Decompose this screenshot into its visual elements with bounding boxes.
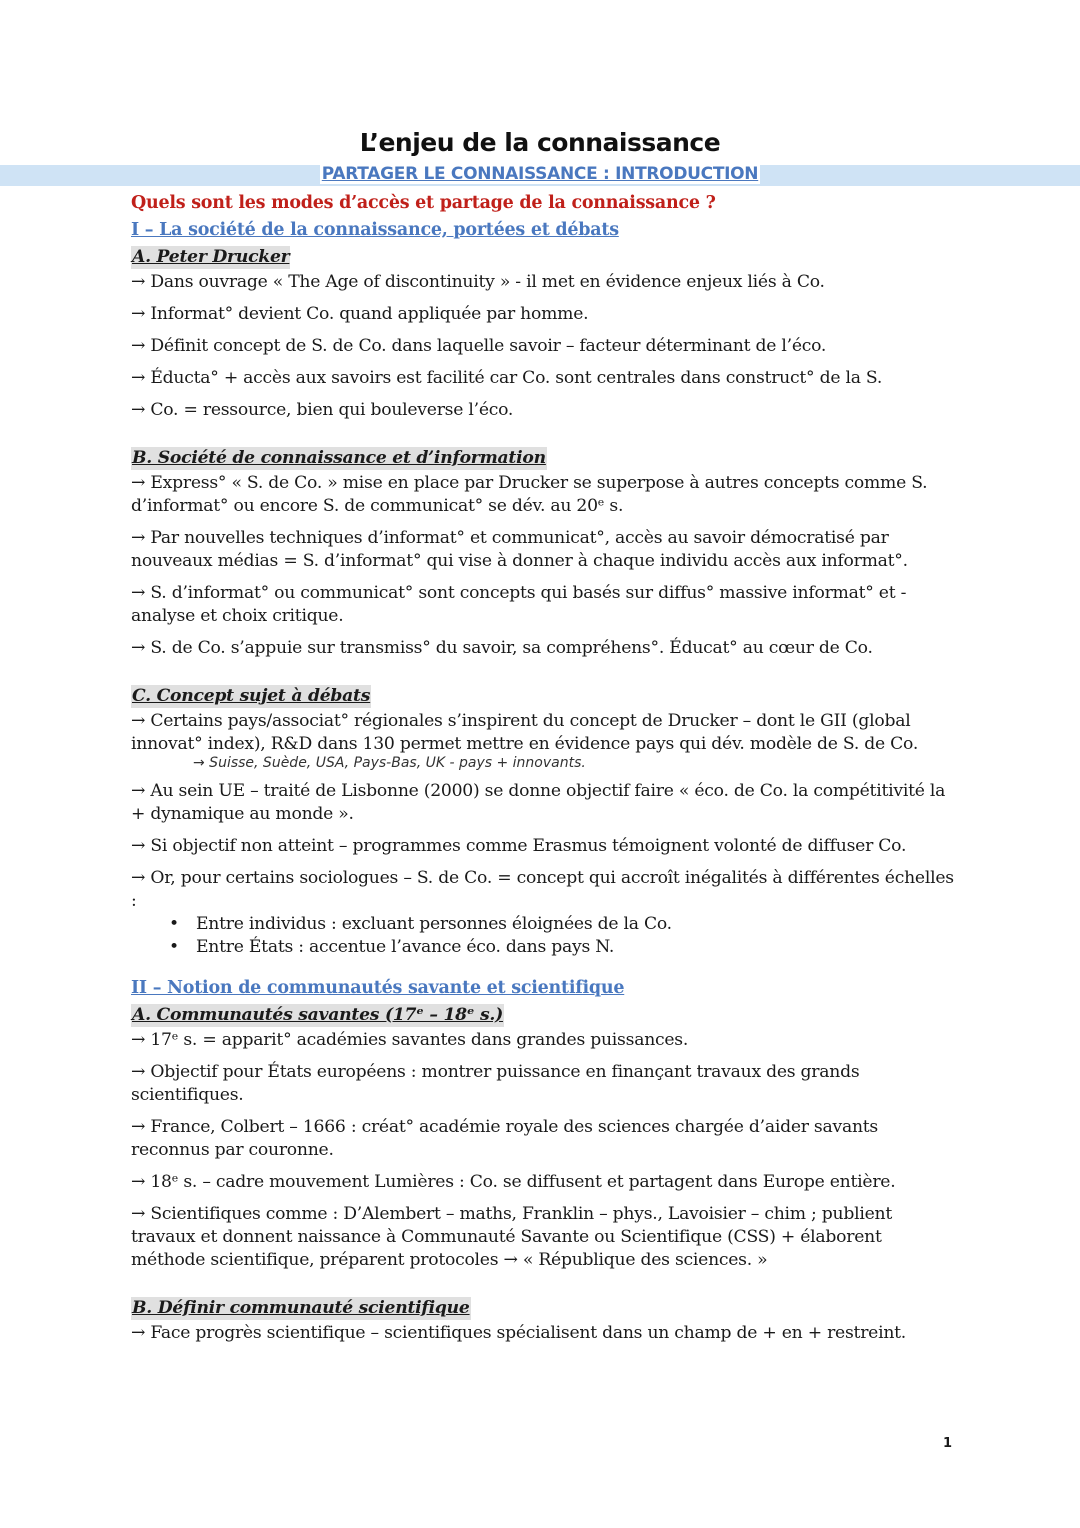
bullet-icon: •	[169, 914, 179, 934]
paragraph: → Informat° devient Co. quand appliquée par homme.	[131, 304, 589, 324]
list-item: • Entre individus : excluant personnes éloignées de la Co.	[169, 914, 672, 934]
list-item: • Entre États : accentue l’avance éco. dans pays N.	[169, 937, 615, 957]
paragraph: → S. de Co. s’appuie sur transmiss° du savoir, sa compréhens°. Éducat° au cœur de Co.	[131, 638, 873, 658]
subtitle-text: PARTAGER LE CONNAISSANCE : INTRODUCTION	[321, 164, 759, 184]
part2-heading: II – Notion de communautés savante et scientifique	[131, 978, 625, 998]
section-2a-heading: A. Communautés savantes (17ᵉ – 18ᵉ s.)	[132, 1005, 504, 1025]
paragraph: → Express° « S. de Co. » mise en place par Drucker se superpose à autres concepts comme S. d’informat° ou encore S. de communicat° se dév. au 20ᵉ s.	[131, 473, 928, 516]
part1-heading: I – La société de la connaissance, portées et débats	[131, 220, 619, 240]
document-body	[131, 192, 961, 1354]
paragraph: → Dans ouvrage « The Age of discontinuity » - il met en évidence enjeux liés à Co.	[131, 272, 825, 292]
main-question: Quels sont les modes d’accès et partage de la connaissance ?	[131, 193, 716, 213]
paragraph: → France, Colbert – 1666 : créat° académie royale des sciences chargée d’aider savants reconnus par couronne.	[131, 1117, 878, 1160]
bullet-list	[131, 913, 961, 959]
page-title: L’enjeu de la connaissance	[359, 128, 721, 157]
paragraph: → 17ᵉ s. = apparit° académies savantes dans grandes puissances.	[131, 1030, 689, 1050]
paragraph: → Or, pour certains sociologues – S. de Co. = concept qui accroît inégalités à différentes échelles :	[131, 868, 954, 911]
paragraph: → Définit concept de S. de Co. dans laquelle savoir – facteur déterminant de l’éco.	[131, 336, 827, 356]
section-1b-heading: B. Société de connaissance et d’information	[132, 448, 546, 468]
bullet-icon: •	[169, 937, 179, 957]
paragraph: → Face progrès scientifique – scientifiques spécialisent dans un champ de + en + restreint.	[131, 1323, 907, 1343]
paragraph: → 18ᵉ s. – cadre mouvement Lumières : Co. se diffusent et partagent dans Europe entière.	[131, 1172, 896, 1192]
section-1c-heading: C. Concept sujet à débats	[132, 686, 371, 706]
paragraph: → Co. = ressource, bien qui bouleverse l’éco.	[131, 400, 514, 420]
paragraph: → Au sein UE – traité de Lisbonne (2000) se donne objectif faire « éco. de Co. la compétitivité la + dynamique au monde ».	[131, 781, 946, 824]
subtitle	[0, 164, 1080, 184]
handwritten-note: → Suisse, Suède, USA, Pays-Bas, UK - pays + innovants.	[193, 755, 586, 771]
paragraph: → Scientifiques comme : D’Alembert – maths, Franklin – phys., Lavoisier – chim ; publient travaux et donnent naissance à Communauté Savante ou Scientifique (CSS) + élaborent méthode scientifique, préparent protocoles → « République des sciences. »	[131, 1204, 893, 1270]
paragraph: → Objectif pour États européens : montrer puissance en finançant travaux des grands scientifiques.	[131, 1062, 860, 1105]
section-1a-heading: A. Peter Drucker	[132, 247, 290, 267]
section-2b-heading: B. Définir communauté scientifique	[132, 1298, 470, 1318]
paragraph: → Si objectif non atteint – programmes comme Erasmus témoignent volonté de diffuser Co.	[131, 836, 907, 856]
page-number: 1	[943, 1436, 953, 1451]
paragraph: → Certains pays/associat° régionales s’inspirent du concept de Drucker – dont le GII (global innovat° index), R&D dans 130 permet mettre en évidence pays qui dév. modèle de S. de Co.	[131, 711, 919, 754]
paragraph: → S. d’informat° ou communicat° sont concepts qui basés sur diffus° massive informat° et -analyse et choix critique.	[131, 583, 907, 626]
paragraph: → Éducta° + accès aux savoirs est facilité car Co. sont centrales dans construct° de la S.	[131, 368, 883, 388]
paragraph: → Par nouvelles techniques d’informat° et communicat°, accès au savoir démocratisé par nouveaux médias = S. d’informat° qui vise à donner à chaque individu accès aux informat°.	[131, 528, 908, 571]
